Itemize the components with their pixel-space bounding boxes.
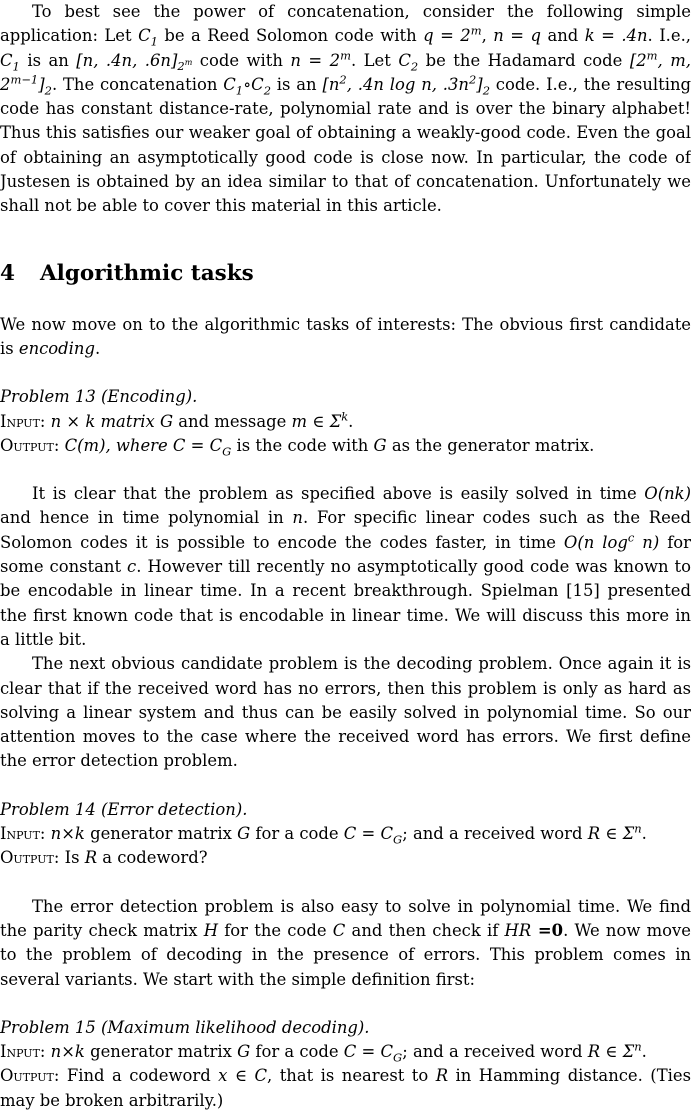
math-concat: $C_1\circ C_2$: [223, 74, 271, 98]
math-c1b: $C_1$: [0, 50, 20, 73]
math-c1: $C_1$: [138, 26, 158, 49]
math-code1: [n, .4n, $.6n]_{2^m}$: [76, 50, 193, 73]
problem-13-input: Input: n × k matrix G and message m ∈ $\Sigma^k$.: [0, 409, 354, 431]
math-q: $q = 2^m$: [423, 23, 482, 46]
math-c2: $C_2$: [398, 50, 419, 73]
paragraph-algorithmic-tasks: We now move on to the algorithmic tasks of interests: The obvious first candidate is encoding.: [0, 314, 691, 358]
section-number: 4: [0, 260, 15, 286]
emphasis-encoding: encoding: [18, 338, 95, 358]
section-title: Algorithmic tasks: [40, 260, 254, 286]
problem-13-heading: Problem 13 (Encoding).: [0, 387, 198, 407]
paragraph-concatenation: To best see the power of concatenation, consider the following simple application: Let $C_1$ be a Reed Solomon code with $q = 2^m$, n = q and k = .4n. I.e., $C_1$ is an [n, .4n, $.6n]_{2^m}$ code with $n = 2^m$. Let $C_2$ be the Hadamard code [2$^m$, m, $2^{m-1}]_2$. The concatenation $C_1\circ C_2$ is an [$n^2$, .4n log n, $.3n^2]_2$ code. I.e., the resulting code has constant distance-rate, polynomial rate and is over the binary alphabet! Thus this satisfies our weaker goal of obtaining a weakly-good code. Even the goal of obtaining an asymptotically good code is close now. In particular, the code of Justesen is obtained by an idea similar to that of concatenation. Unfortunately we shall not be able to cover this material in this article.: [0, 2, 691, 216]
math-code3: [$n^2$, .4n log n, $.3n^2]_2$: [322, 72, 490, 98]
text: be a Reed Solomon code with: [157, 26, 424, 46]
section-heading: [0, 259, 691, 289]
math-n-eq-q: n = q: [493, 26, 541, 46]
paragraph-encoding-complexity: It is clear that the problem as specified above is easily solved in time O(nk) and hence in time polynomial in n. For specific linear codes such as the Reed Solomon codes it is possible to encode the codes faster, in time O(n $\log^c n$) for some constant c. However till recently no asymptotically good code was known to be encodable in linear time. In a recent breakthrough. Spielman [15] presented the first known code that is encodable in linear time. We will discuss this more in a little bit.: [0, 484, 691, 649]
problem-15-output: Output: Find a codeword x ∈ C, that is nearest to R in Hamming distance. (Ties may be broken arbitrarily.): [0, 1066, 691, 1110]
paragraph-error-detection: The error detection problem is also easy to solve in polynomial time. We find the parity check matrix H for the code C and then check if HR =0. We now move to the problem of decoding in the presence of errors. This problem comes in several variants. We start with the simple definition first:: [0, 896, 691, 989]
math-code2: [2$^m$, m, $2^{m-1}]_2$: [0, 48, 691, 98]
math-k: k = .4n: [584, 26, 648, 46]
problem-15-heading: Problem 15 (Maximum likelihood decoding).: [0, 1017, 370, 1037]
problem-13-output: Output: C(m), where $C = C_G$ is the code with G as the generator matrix.: [0, 435, 595, 459]
problem-14-input: Input: n×k generator matrix G for a code $C = C_G$; and a received word R ∈ $\Sigma^n$.: [0, 821, 647, 847]
text: To best see the power of concatenation, consider the following simple application: Let: [0, 2, 691, 46]
math-n-eq: $n = 2^m$: [290, 48, 351, 70]
problem-15-input: Input: n×k generator matrix G for a code $C = C_G$; and a received word R ∈ $\Sigma^n$.: [0, 1039, 647, 1065]
problem-14-heading: Problem 14 (Error detection).: [0, 799, 248, 819]
problem-14-output: Output: Is R a codeword?: [0, 848, 208, 868]
paragraph-decoding-problem: The next obvious candidate problem is the decoding problem. Once again it is clear that if the received word has no errors, then this problem is only as hard as solving a linear system and thus can be easily solved in polynomial time. So our attention moves to the case where the received word has errors. We first define the error detection problem.: [0, 654, 691, 771]
